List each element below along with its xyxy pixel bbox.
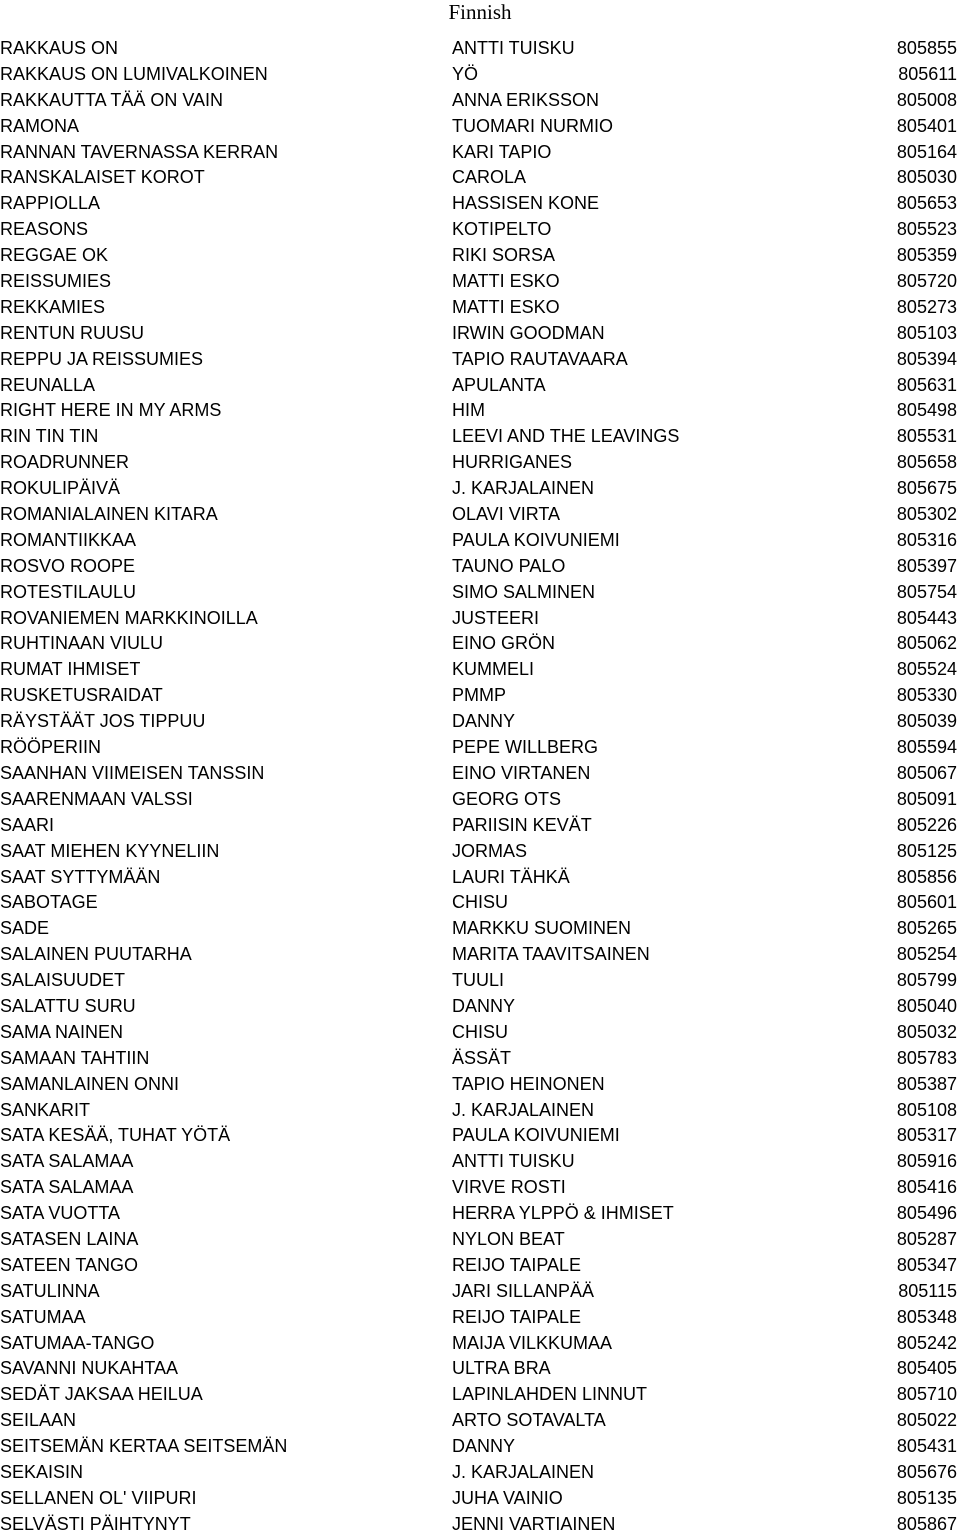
song-code: 805091 bbox=[896, 788, 957, 809]
song-row bbox=[0, 1331, 960, 1357]
song-title: RÖÖPERIIN bbox=[0, 737, 102, 758]
song-title: RAPPIOLLA bbox=[0, 193, 101, 214]
song-row bbox=[0, 1305, 960, 1331]
song-artist: APULANTA bbox=[452, 374, 546, 395]
song-title: SANKARIT bbox=[0, 1099, 91, 1120]
song-row bbox=[0, 1460, 960, 1486]
song-title: ROMANTIIKKAA bbox=[0, 529, 137, 550]
song-code: 805498 bbox=[896, 400, 957, 421]
song-title: RAKKAUS ON LUMIVALKOINEN bbox=[0, 63, 268, 84]
song-row bbox=[0, 606, 960, 632]
song-code: 805030 bbox=[896, 167, 957, 188]
song-title: RAMONA bbox=[0, 115, 80, 136]
song-row bbox=[0, 373, 960, 399]
song-artist: TAPIO HEINONEN bbox=[452, 1073, 605, 1094]
song-title: RUSKETUSRAIDAT bbox=[0, 685, 163, 706]
song-code: 805611 bbox=[898, 63, 957, 84]
song-code: 805405 bbox=[896, 1358, 957, 1379]
song-title: RAKKAUS ON bbox=[0, 38, 119, 58]
song-row bbox=[0, 1098, 960, 1124]
song-artist: LAURI TÄHKÄ bbox=[452, 866, 570, 887]
song-code: 805317 bbox=[896, 1125, 957, 1146]
song-artist: CHISU bbox=[452, 892, 509, 913]
song-artist: DANNY bbox=[452, 1436, 516, 1457]
song-row bbox=[0, 580, 960, 606]
song-artist: TAPIO RAUTAVAARA bbox=[452, 348, 628, 369]
song-code: 805359 bbox=[896, 245, 957, 266]
song-artist: J. KARJALAINEN bbox=[452, 1099, 595, 1120]
song-title: SATA VUOTTA bbox=[0, 1203, 121, 1224]
song-row bbox=[0, 735, 960, 761]
song-title: ROTESTILAULU bbox=[0, 581, 137, 602]
song-title: SEKAISIN bbox=[0, 1461, 84, 1482]
song-code: 805397 bbox=[896, 555, 957, 576]
song-artist: MAIJA VILKKUMAA bbox=[452, 1332, 613, 1353]
song-title: SEITSEMÄN KERTAA SEITSEMÄN bbox=[0, 1436, 288, 1457]
song-code: 805916 bbox=[896, 1151, 957, 1172]
song-artist: PEPE WILLBERG bbox=[452, 737, 599, 758]
song-artist: MARITA TAAVITSAINEN bbox=[452, 944, 650, 965]
song-artist: TUOMARI NURMIO bbox=[452, 115, 613, 136]
song-artist: HIM bbox=[452, 400, 485, 421]
song-code: 805348 bbox=[896, 1306, 957, 1327]
song-code: 805720 bbox=[896, 271, 957, 292]
song-title: ROMANIALAINEN KITARA bbox=[0, 504, 218, 525]
song-title: REGGAE OK bbox=[0, 245, 109, 266]
song-row bbox=[0, 528, 960, 554]
song-title: RÄYSTÄÄT JOS TIPPUU bbox=[0, 711, 206, 732]
song-artist: CAROLA bbox=[452, 167, 527, 188]
song-code: 805856 bbox=[896, 866, 957, 887]
song-code: 805855 bbox=[896, 38, 957, 58]
song-artist: LEEVI AND THE LEAVINGS bbox=[452, 426, 680, 447]
song-row bbox=[0, 1434, 960, 1460]
song-code: 805039 bbox=[896, 711, 957, 732]
song-title: SEDÄT JAKSAA HEILUA bbox=[0, 1384, 203, 1405]
song-row bbox=[0, 502, 960, 528]
song-code: 805601 bbox=[896, 892, 957, 913]
song-title: ROSVO ROOPE bbox=[0, 555, 136, 576]
song-artist: TAUNO PALO bbox=[452, 555, 566, 576]
song-artist: KARI TAPIO bbox=[452, 141, 552, 162]
song-title: SAMA NAINEN bbox=[0, 1021, 124, 1042]
song-title: REKKAMIES bbox=[0, 296, 106, 317]
song-artist: EINO GRÖN bbox=[452, 633, 556, 654]
song-title: SELVÄSTI PÄIHTYNYT bbox=[0, 1513, 191, 1534]
song-row bbox=[0, 761, 960, 787]
song-artist: KOTIPELTO bbox=[452, 219, 552, 240]
song-code: 805710 bbox=[896, 1384, 957, 1405]
song-code: 805125 bbox=[896, 840, 957, 861]
song-title: SATEEN TANGO bbox=[0, 1254, 139, 1275]
song-row bbox=[0, 1382, 960, 1408]
song-row bbox=[0, 191, 960, 217]
song-artist: ANTTI TUISKU bbox=[452, 1151, 575, 1172]
song-row bbox=[0, 916, 960, 942]
song-row bbox=[0, 62, 960, 88]
song-artist: EINO VIRTANEN bbox=[452, 762, 591, 783]
song-list bbox=[0, 36, 960, 1538]
song-title: SATUMAA-TANGO bbox=[0, 1332, 155, 1353]
song-row bbox=[0, 398, 960, 424]
song-code: 805302 bbox=[896, 504, 957, 525]
song-row bbox=[0, 787, 960, 813]
song-row bbox=[0, 865, 960, 891]
song-row bbox=[0, 1072, 960, 1098]
song-row bbox=[0, 942, 960, 968]
song-artist: HERRA YLPPÖ & IHMISET bbox=[452, 1203, 674, 1224]
song-row bbox=[0, 347, 960, 373]
song-row bbox=[0, 1175, 960, 1201]
song-title: SAMANLAINEN ONNI bbox=[0, 1073, 180, 1094]
song-artist: TUULI bbox=[452, 970, 505, 991]
song-row bbox=[0, 165, 960, 191]
song-artist: PMMP bbox=[452, 685, 506, 706]
song-row bbox=[0, 1020, 960, 1046]
song-row bbox=[0, 890, 960, 916]
song-artist: HURRIGANES bbox=[452, 452, 573, 473]
song-artist: ULTRA BRA bbox=[452, 1358, 551, 1379]
song-title: RANNAN TAVERNASSA KERRAN bbox=[0, 141, 279, 162]
song-row bbox=[0, 709, 960, 735]
song-artist: ARTO SOTAVALTA bbox=[452, 1410, 606, 1431]
song-row bbox=[0, 657, 960, 683]
song-code: 805867 bbox=[896, 1513, 957, 1534]
song-artist: PARIISIN KEVÄT bbox=[452, 814, 592, 835]
song-title: SAVANNI NUKAHTAA bbox=[0, 1358, 179, 1379]
song-code: 805273 bbox=[896, 296, 957, 317]
song-artist: PAULA KOIVUNIEMI bbox=[452, 529, 620, 550]
song-code: 805387 bbox=[896, 1073, 957, 1094]
song-artist: REIJO TAIPALE bbox=[452, 1254, 582, 1275]
song-artist: ANNA ERIKSSON bbox=[452, 89, 600, 110]
song-title: SAAT MIEHEN KYYNELIIN bbox=[0, 840, 220, 861]
song-artist: VIRVE ROSTI bbox=[452, 1177, 566, 1198]
song-code: 805496 bbox=[896, 1203, 957, 1224]
song-row bbox=[0, 36, 960, 62]
song-row bbox=[0, 1279, 960, 1305]
song-title: SADE bbox=[0, 918, 50, 939]
song-row bbox=[0, 813, 960, 839]
song-artist: MATTI ESKO bbox=[452, 271, 560, 292]
song-title: SATUMAA bbox=[0, 1306, 86, 1327]
song-title: SALAINEN PUUTARHA bbox=[0, 944, 192, 965]
song-title: SEILAAN bbox=[0, 1410, 77, 1431]
song-artist: IRWIN GOODMAN bbox=[452, 322, 605, 343]
song-artist: DANNY bbox=[452, 995, 516, 1016]
song-code: 805443 bbox=[896, 607, 957, 628]
song-code: 805062 bbox=[896, 633, 957, 654]
song-code: 805347 bbox=[896, 1254, 957, 1275]
song-code: 805164 bbox=[896, 141, 957, 162]
song-artist: KUMMELI bbox=[452, 659, 535, 680]
song-artist: PAULA KOIVUNIEMI bbox=[452, 1125, 620, 1146]
song-row bbox=[0, 88, 960, 114]
song-artist: JUHA VAINIO bbox=[452, 1487, 563, 1508]
song-artist: YÖ bbox=[452, 63, 479, 84]
song-row bbox=[0, 1227, 960, 1253]
song-row bbox=[0, 243, 960, 269]
song-title: SAAT SYTTYMÄÄN bbox=[0, 866, 161, 887]
song-row bbox=[0, 450, 960, 476]
song-artist: LAPINLAHDEN LINNUT bbox=[452, 1384, 648, 1405]
song-title: REUNALLA bbox=[0, 374, 96, 395]
song-artist: JENNI VARTIAINEN bbox=[452, 1513, 616, 1534]
song-artist: REIJO TAIPALE bbox=[452, 1306, 582, 1327]
song-artist: SIMO SALMINEN bbox=[452, 581, 596, 602]
song-row bbox=[0, 1149, 960, 1175]
song-title: RENTUN RUUSU bbox=[0, 322, 144, 343]
song-artist: DANNY bbox=[452, 711, 516, 732]
song-code: 805531 bbox=[896, 426, 957, 447]
song-title: ROADRUNNER bbox=[0, 452, 130, 473]
song-title: SALAISUUDET bbox=[0, 970, 126, 991]
song-code: 805658 bbox=[896, 452, 957, 473]
song-code: 805431 bbox=[896, 1436, 957, 1457]
song-title: REPPU JA REISSUMIES bbox=[0, 348, 204, 369]
song-title: SAMAAN TAHTIIN bbox=[0, 1047, 150, 1068]
song-artist: MARKKU SUOMINEN bbox=[452, 918, 632, 939]
song-artist: JARI SILLANPÄÄ bbox=[452, 1280, 595, 1301]
song-code: 805524 bbox=[896, 659, 957, 680]
song-row bbox=[0, 269, 960, 295]
song-code: 805401 bbox=[896, 115, 957, 136]
song-artist: JORMAS bbox=[452, 840, 528, 861]
song-title: SATA KESÄÄ, TUHAT YÖTÄ bbox=[0, 1125, 231, 1146]
song-code: 805783 bbox=[896, 1047, 957, 1068]
song-code: 805316 bbox=[896, 529, 957, 550]
song-row bbox=[0, 1201, 960, 1227]
song-title: ROKULIPÄIVÄ bbox=[0, 478, 121, 499]
song-code: 805022 bbox=[896, 1410, 957, 1431]
song-title: RUHTINAAN VIULU bbox=[0, 633, 164, 654]
song-code: 805108 bbox=[896, 1099, 957, 1120]
song-code: 805067 bbox=[896, 762, 957, 783]
song-artist: NYLON BEAT bbox=[452, 1228, 565, 1249]
song-code: 805103 bbox=[896, 322, 957, 343]
song-row bbox=[0, 114, 960, 140]
song-row bbox=[0, 1356, 960, 1382]
song-row bbox=[0, 295, 960, 321]
song-row bbox=[0, 1486, 960, 1512]
song-artist: RIKI SORSA bbox=[452, 245, 556, 266]
song-artist: MATTI ESKO bbox=[452, 296, 560, 317]
song-code: 805265 bbox=[896, 918, 957, 939]
song-row bbox=[0, 968, 960, 994]
song-title: ROVANIEMEN MARKKINOILLA bbox=[0, 607, 258, 628]
song-code: 805008 bbox=[896, 89, 957, 110]
song-code: 805675 bbox=[896, 478, 957, 499]
song-code: 805416 bbox=[896, 1177, 957, 1198]
song-code: 805242 bbox=[896, 1332, 957, 1353]
song-code: 805631 bbox=[896, 374, 957, 395]
song-row bbox=[0, 1512, 960, 1538]
song-title: RIN TIN TIN bbox=[0, 426, 99, 447]
song-code: 805394 bbox=[896, 348, 957, 369]
song-title: SAARENMAAN VALSSI bbox=[0, 788, 193, 809]
song-row bbox=[0, 1046, 960, 1072]
song-code: 805799 bbox=[896, 970, 957, 991]
song-code: 805254 bbox=[896, 944, 957, 965]
song-row bbox=[0, 554, 960, 580]
song-row bbox=[0, 1123, 960, 1149]
song-title: RAKKAUTTA TÄÄ ON VAIN bbox=[0, 89, 224, 110]
song-artist: CHISU bbox=[452, 1021, 509, 1042]
song-code: 805754 bbox=[896, 581, 957, 602]
song-row bbox=[0, 994, 960, 1020]
song-artist: HASSISEN KONE bbox=[452, 193, 600, 214]
song-row bbox=[0, 424, 960, 450]
song-code: 805676 bbox=[896, 1461, 957, 1482]
song-row bbox=[0, 683, 960, 709]
song-code: 805523 bbox=[896, 219, 957, 240]
page-header-language: Finnish bbox=[448, 0, 512, 24]
song-code: 805330 bbox=[896, 685, 957, 706]
song-row bbox=[0, 217, 960, 243]
song-title: SELLANEN OL' VIIPURI bbox=[0, 1487, 197, 1508]
song-artist: J. KARJALAINEN bbox=[452, 1461, 595, 1482]
song-code: 805653 bbox=[896, 193, 957, 214]
song-title: SATASEN LAINA bbox=[0, 1228, 139, 1249]
song-code: 805115 bbox=[898, 1280, 957, 1301]
song-title: SATA SALAMAA bbox=[0, 1151, 134, 1172]
song-artist: OLAVI VIRTA bbox=[452, 504, 561, 525]
song-artist: JUSTEERI bbox=[452, 607, 540, 628]
song-code: 805040 bbox=[896, 995, 957, 1016]
song-code: 805032 bbox=[896, 1021, 957, 1042]
song-row bbox=[0, 631, 960, 657]
song-title: SABOTAGE bbox=[0, 892, 98, 913]
song-artist: GEORG OTS bbox=[452, 788, 562, 809]
song-title: SAANHAN VIIMEISEN TANSSIN bbox=[0, 762, 265, 783]
song-artist: ÄSSÄT bbox=[452, 1047, 512, 1068]
song-title: RIGHT HERE IN MY ARMS bbox=[0, 400, 222, 421]
song-title: RUMAT IHMISET bbox=[0, 659, 141, 680]
song-title: SATULINNA bbox=[0, 1280, 100, 1301]
song-title: SALATTU SURU bbox=[0, 995, 136, 1016]
song-code: 805226 bbox=[896, 814, 957, 835]
song-row bbox=[0, 839, 960, 865]
song-row bbox=[0, 476, 960, 502]
song-row bbox=[0, 321, 960, 347]
song-title: REASONS bbox=[0, 219, 89, 240]
song-title: SAARI bbox=[0, 814, 55, 835]
song-title: RANSKALAISET KOROT bbox=[0, 167, 205, 188]
song-code: 805287 bbox=[896, 1228, 957, 1249]
song-row bbox=[0, 140, 960, 166]
song-row bbox=[0, 1253, 960, 1279]
song-code: 805135 bbox=[896, 1487, 957, 1508]
song-artist: ANTTI TUISKU bbox=[452, 38, 575, 58]
song-title: SATA SALAMAA bbox=[0, 1177, 134, 1198]
song-code: 805594 bbox=[896, 737, 957, 758]
song-artist: J. KARJALAINEN bbox=[452, 478, 595, 499]
song-row bbox=[0, 1408, 960, 1434]
song-title: REISSUMIES bbox=[0, 271, 112, 292]
